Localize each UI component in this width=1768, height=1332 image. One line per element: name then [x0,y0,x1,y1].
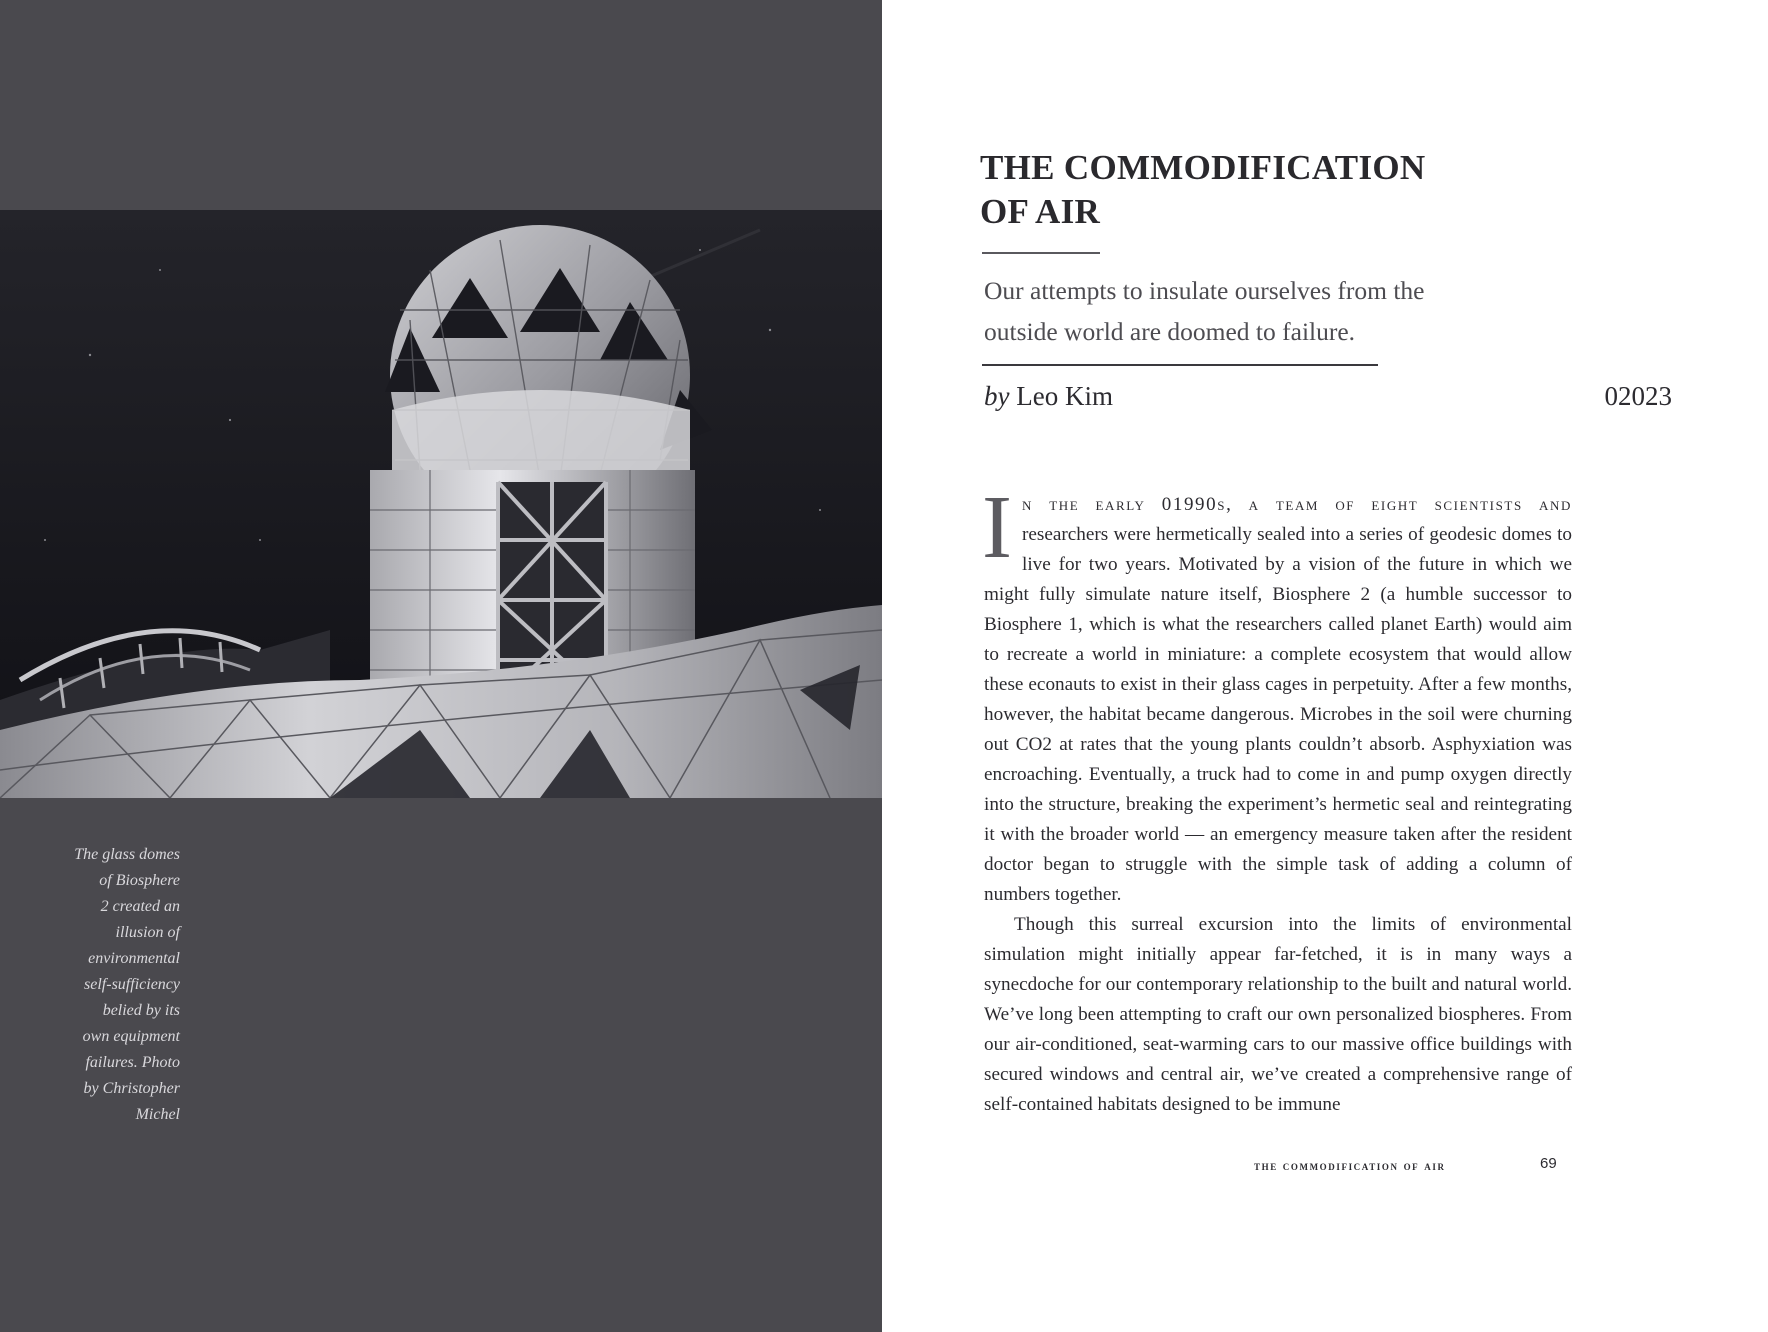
caption-line: illusion of [115,924,180,941]
article-title [980,146,1500,234]
biosphere-dome-image [0,210,882,798]
title-divider [982,252,1100,254]
caption-line: Michel [135,1106,180,1123]
caption-line: own equipment [82,1028,180,1045]
biosphere-dome-photo [0,210,882,798]
paragraph-1-text: researchers were hermetically sealed into a series of geodesic domes to live for two years. Motivated by a vision of the future in which we might fully simulate nature itself, Biosphere 2 (a humble successor to Biosphere 1, which is what the researchers called planet Earth) would aim to recreate a world in miniature: a complete ecosystem that would allow these econauts to exist in their glass cages in perpetuity. After a few months, however, the habitat became dangerous. Microbes in the soil were churning out CO2 at rates that the young plants couldn’t absorb. Asphyxiation was encroaching. Eventually, a truck had to come in and pump oxygen directly into the structure, breaking the experiment’s hermetic seal and reintegrating it with the broader world — an emergency measure taken after the resident doctor began to struggle with the simple task of adding a column of numbers together. [984,524,1572,905]
photo-caption [40,842,180,1128]
author-name: Leo Kim [1016,381,1113,411]
caption-line: environmental [88,950,180,967]
byline [984,378,1113,414]
caption-line: The glass domes [74,846,180,863]
running-footer-title: the commodification of air [1254,1158,1446,1173]
subtitle-line: Our attempts to insulate ourselves from the [984,276,1425,305]
byline-prefix: by [984,381,1010,411]
caption-line: by Christopher [83,1080,180,1097]
title-line: THE COMMODIFICATION [980,148,1426,187]
subtitle-divider [982,364,1378,366]
article-date: 02023 [1604,381,1672,411]
subtitle-line: outside world are doomed to failure. [984,317,1356,346]
paragraph-2: Though this surreal excursion into the limits of environmental simulation might initially appear far-fetched, it is in many ways a synecdoche for our contemporary relationship to the built and natural world. We’ve long been attempting to craft our own personalized biospheres. From our air-conditioned, seat-warming cars to our massive office buildings with secured windows and central air, we’ve created a comprehensive range of self-contained habitats designed to be immune [984,914,1572,1115]
caption-line: self-sufficiency [84,976,180,993]
caption-line: failures. Photo [85,1054,180,1071]
article-body [982,478,1572,1120]
caption-line: of Biosphere [99,872,180,889]
paragraph-1 [982,478,1572,910]
caption-line: 2 created an [100,898,180,915]
caption-line: belied by its [102,1002,180,1019]
drop-cap: I [982,478,1012,577]
lead-in: n the early 01990s, a team of eight scientists and [1021,494,1572,515]
article-subtitle [984,270,1484,352]
title-line: OF AIR [980,192,1101,231]
left-page [0,0,882,1332]
page-number: 69 [1540,1155,1557,1172]
right-page [882,0,1768,1332]
